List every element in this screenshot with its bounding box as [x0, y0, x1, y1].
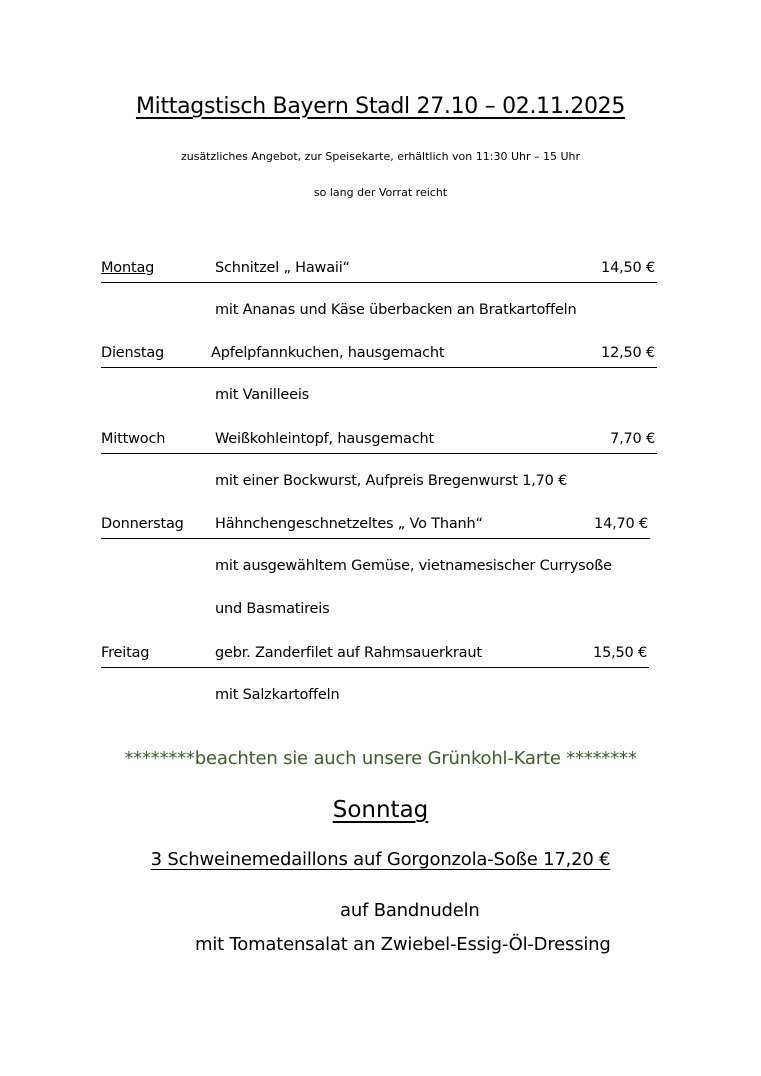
- dish-name: gebr. Zanderfilet auf Rahmsauerkraut: [215, 645, 482, 661]
- dish-name: Apfelpfannkuchen, hausgemacht: [211, 345, 445, 361]
- dish-detail: mit Vanilleeis: [215, 387, 310, 403]
- menu-row-freitag: [101, 643, 649, 668]
- dish-price: 7,70 €: [610, 431, 655, 447]
- menu-row-donnerstag: [101, 514, 650, 539]
- dish-name: Hähnchengeschnetzeltes „ Vo Thanh“: [215, 516, 483, 532]
- availability-subtitle: zusätzliches Angebot, zur Speisekarte, erhältlich von 11:30 Uhr – 15 Uhr: [180, 150, 581, 163]
- menu-row-montag: [101, 258, 657, 283]
- dish-name: Schnitzel „ Hawaii“: [215, 260, 350, 276]
- sunday-side-2: mit Tomatensalat an Zwiebel-Essig-Öl-Dressing: [195, 934, 611, 955]
- dish-price: 12,50 €: [601, 345, 655, 361]
- dish-detail: mit Ananas und Käse überbacken an Bratkartoffeln: [215, 302, 577, 318]
- day-label: Dienstag: [101, 345, 165, 361]
- dish-price: 15,50 €: [593, 645, 647, 661]
- sunday-dish: 3 Schweinemedaillons auf Gorgonzola-Soße 17,20 €: [150, 849, 611, 870]
- sunday-heading: Sonntag: [332, 797, 429, 823]
- day-label: Donnerstag: [101, 516, 184, 532]
- day-label: Freitag: [101, 645, 150, 661]
- menu-row-dienstag: [101, 343, 657, 368]
- menu-row-mittwoch: [101, 429, 657, 454]
- day-label: Mittwoch: [101, 431, 166, 447]
- supply-note: so lang der Vorrat reicht: [313, 186, 448, 199]
- day-label: Montag: [101, 260, 155, 276]
- dish-detail: mit ausgewähltem Gemüse, vietnamesischer Currysoße: [215, 558, 612, 574]
- dish-detail: und Basmatireis: [215, 601, 330, 617]
- page-title: Mittagstisch Bayern Stadl 27.10 – 02.11.2025: [135, 94, 626, 119]
- dish-price: 14,70 €: [594, 516, 648, 532]
- gruenkohl-notice: ********beachten sie auch unsere Grünkohl-Karte ********: [124, 748, 637, 769]
- sunday-side-1: auf Bandnudeln: [340, 900, 480, 921]
- dish-name: Weißkohleintopf, hausgemacht: [215, 431, 434, 447]
- dish-detail: mit einer Bockwurst, Aufpreis Bregenwurst 1,70 €: [215, 473, 568, 489]
- dish-price: 14,50 €: [601, 260, 655, 276]
- dish-detail: mit Salzkartoffeln: [215, 687, 340, 703]
